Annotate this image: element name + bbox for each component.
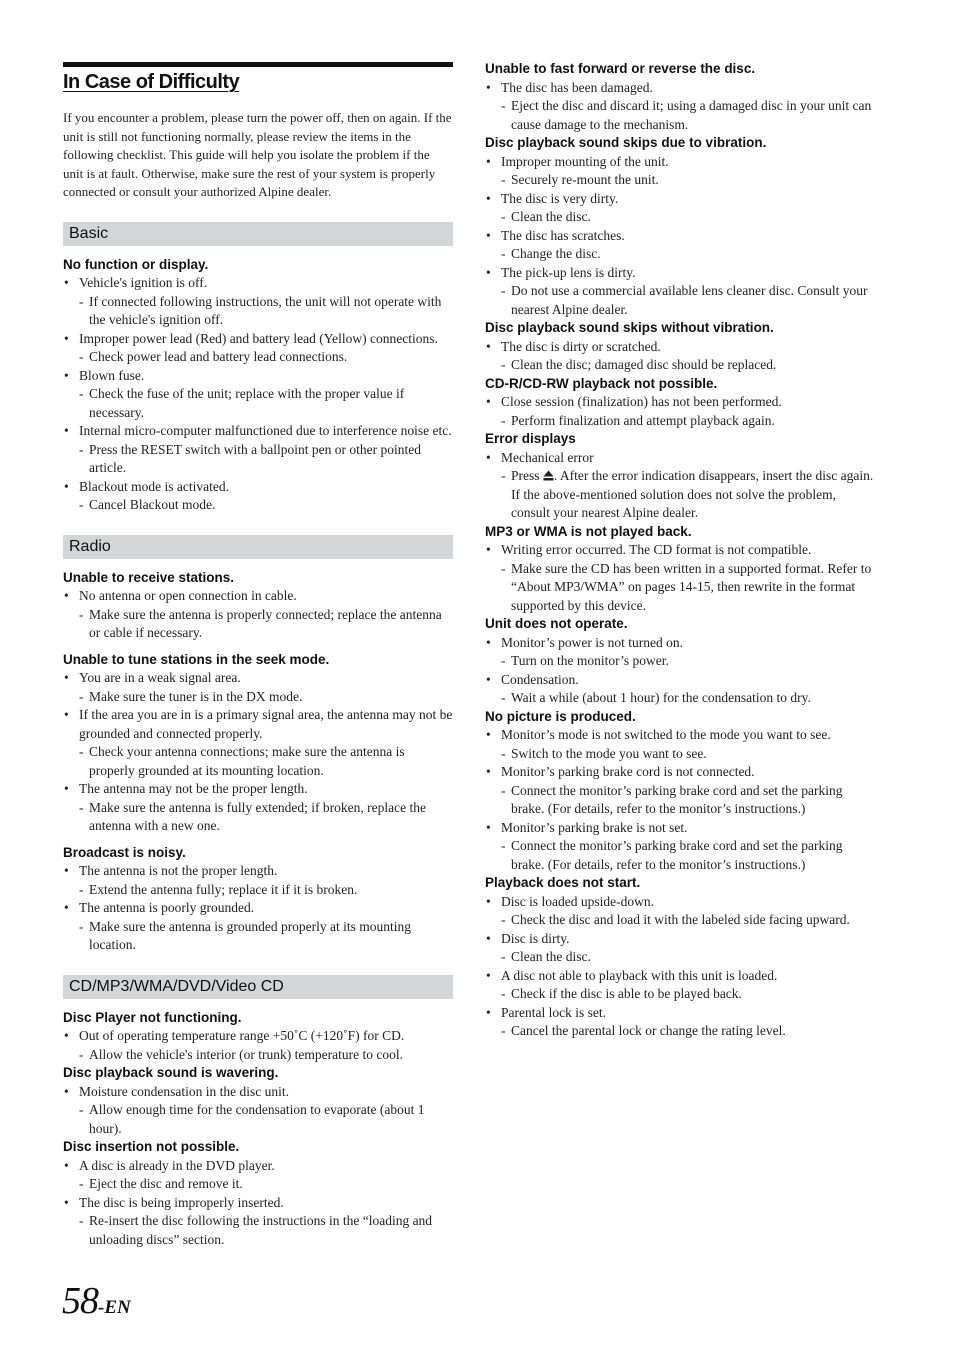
cause-item: • Blackout mode is activated.: [63, 478, 453, 497]
solution-item: - Securely re-mount the unit.: [485, 171, 877, 190]
cause-item: • A disc is already in the DVD player.: [63, 1157, 453, 1176]
solution-item: - Allow the vehicle's interior (or trunk) temperature to cool.: [63, 1046, 453, 1065]
issue-heading: Playback does not start.: [485, 875, 641, 890]
issue-heading: Unable to fast forward or reverse the disc.: [485, 61, 756, 76]
solution-item: - Check power lead and battery lead connections.: [63, 348, 453, 367]
issue-heading: No function or display.: [63, 256, 209, 272]
cause-item: • Monitor’s power is not turned on.: [485, 634, 877, 653]
issue-heading: Disc Player not functioning.: [63, 1009, 242, 1025]
page-number: [62, 1278, 131, 1324]
eject-icon: [543, 470, 554, 481]
cause-item: • The antenna may not be the proper length.: [63, 780, 453, 799]
solution-text: . After the error indication disappears, insert the disc again. If the above-mentioned solution does not solve the problem, consult your nearest Alpine dealer.: [511, 468, 874, 520]
cause-item: • The disc is dirty or scratched.: [485, 338, 877, 357]
issue-heading: No picture is produced.: [485, 708, 636, 724]
cause-item: • The disc has scratches.: [485, 227, 877, 246]
issue-list: [485, 393, 877, 430]
solution-item: - Allow enough time for the condensation to evaporate (about 1 hour).: [63, 1101, 453, 1138]
issue-list: [63, 1027, 453, 1064]
page-language-suffix: -EN: [98, 1297, 131, 1318]
issue-heading: MP3 or WMA is not played back.: [485, 523, 692, 539]
issue-heading: Disc playback sound skips due to vibration.: [485, 135, 767, 150]
solution-item: - Switch to the mode you want to see.: [485, 745, 877, 764]
solution-item: - Connect the monitor’s parking brake cord and set the parking brake. (For details, refer to the monitor’s instructions.): [485, 837, 877, 874]
solution-item: - Re-insert the disc following the instructions in the “loading and unloading discs” section.: [63, 1212, 453, 1249]
issue-list: [485, 449, 877, 523]
solution-item: - Eject the disc and discard it; using a damaged disc in your unit can cause damage to the mechanism.: [485, 97, 877, 134]
solution-item: - Make sure the antenna is fully extended; if broken, replace the antenna with a new one.: [63, 799, 453, 836]
issue-heading: Disc insertion not possible.: [63, 1139, 240, 1155]
cause-item: • The disc is being improperly inserted.: [63, 1194, 453, 1213]
cause-item: • Vehicle's ignition is off.: [63, 274, 453, 293]
solution-item: - Connect the monitor’s parking brake cord and set the parking brake. (For details, refer to the monitor’s instructions.): [485, 782, 877, 819]
section-header-radio: Radio: [63, 535, 453, 559]
issue-list: [485, 726, 877, 874]
solution-item: - Turn on the monitor’s power.: [485, 652, 877, 671]
cause-item: • Improper mounting of the unit.: [485, 153, 877, 172]
cause-item: • The disc has been damaged.: [485, 79, 877, 98]
solution-item: - Check if the disc is able to be played back.: [485, 985, 877, 1004]
issue-heading: Unable to receive stations.: [63, 569, 235, 585]
solution-item: - If connected following instructions, the unit will not operate with the vehicle's ignition off.: [63, 293, 453, 330]
solution-item: - Clean the disc.: [485, 208, 877, 227]
issue-list: [63, 1157, 453, 1250]
issue-list: [485, 338, 877, 375]
page-number-value: 58: [62, 1280, 98, 1322]
solution-text: Press: [511, 468, 543, 483]
cause-item: • The pick-up lens is dirty.: [485, 264, 877, 283]
solution-item: - Make sure the antenna is properly connected; replace the antenna or cable if necessary.: [63, 606, 453, 643]
cause-item: • Monitor’s parking brake cord is not connected.: [485, 763, 877, 782]
issue-heading: Unit does not operate.: [485, 616, 628, 631]
cause-item: • Condensation.: [485, 671, 877, 690]
cause-item: • No antenna or open connection in cable.: [63, 587, 453, 606]
solution-item: - Check the fuse of the unit; replace with the proper value if necessary.: [63, 385, 453, 422]
solution-item: - Check your antenna connections; make sure the antenna is properly grounded at its mounting location.: [63, 743, 453, 780]
solution-item: - Make sure the CD has been written in a supported format. Refer to “About MP3/WMA” on pages 14-15, then rewrite in the format supported by this device.: [485, 560, 877, 616]
solution-item: - Perform finalization and attempt playback again.: [485, 412, 877, 431]
cause-item: • Writing error occurred. The CD format is not compatible.: [485, 541, 877, 560]
cause-item: • Moisture condensation in the disc unit.: [63, 1083, 453, 1102]
issue-list: [63, 669, 453, 836]
issue-heading: Error displays: [485, 431, 576, 446]
issue-list: [63, 274, 453, 515]
solution-item: [485, 467, 877, 523]
cause-item: • A disc not able to playback with this unit is loaded.: [485, 967, 877, 986]
issue-heading: Unable to tune stations in the seek mode.: [63, 651, 330, 667]
solution-item: - Eject the disc and remove it.: [63, 1175, 453, 1194]
cause-item: • Out of operating temperature range +50˚C (+120˚F) for CD.: [63, 1027, 453, 1046]
issue-list: [63, 1083, 453, 1139]
solution-item: - Change the disc.: [485, 245, 877, 264]
cause-item: • Close session (finalization) has not been performed.: [485, 393, 877, 412]
issue-heading: CD-R/CD-RW playback not possible.: [485, 375, 718, 391]
title-bar: [63, 62, 453, 94]
issue-list: [485, 79, 877, 135]
issue-heading: Disc playback sound is wavering.: [63, 1065, 279, 1081]
page-title: In Case of Difficulty: [63, 71, 240, 93]
right-column: [485, 60, 877, 1041]
issue-heading: Disc playback sound skips without vibration.: [485, 320, 774, 335]
issue-list: [63, 862, 453, 955]
cause-item: • Blown fuse.: [63, 367, 453, 386]
cause-item: • The disc is very dirty.: [485, 190, 877, 209]
cause-item: • Monitor’s mode is not switched to the mode you want to see.: [485, 726, 877, 745]
solution-item: - Press the RESET switch with a ballpoint pen or other pointed article.: [63, 441, 453, 478]
cause-item: • Improper power lead (Red) and battery lead (Yellow) connections.: [63, 330, 453, 349]
cause-item: • Disc is dirty.: [485, 930, 877, 949]
left-column: [63, 0, 453, 1249]
issue-list: [485, 153, 877, 320]
cause-item: • If the area you are in is a primary signal area, the antenna may not be grounded and connected properly.: [63, 706, 453, 743]
solution-item: - Extend the antenna fully; replace it if it is broken.: [63, 881, 453, 900]
solution-item: - Wait a while (about 1 hour) for the condensation to dry.: [485, 689, 877, 708]
solution-item: - Clean the disc; damaged disc should be replaced.: [485, 356, 877, 375]
section-header-cd: CD/MP3/WMA/DVD/Video CD: [63, 975, 453, 999]
cause-item: • Parental lock is set.: [485, 1004, 877, 1023]
cause-item: • Internal micro-computer malfunctioned due to interference noise etc.: [63, 422, 453, 441]
solution-item: - Make sure the tuner is in the DX mode.: [63, 688, 453, 707]
issue-list: [485, 541, 877, 615]
solution-item: - Cancel the parental lock or change the rating level.: [485, 1022, 877, 1041]
solution-item: - Clean the disc.: [485, 948, 877, 967]
issue-list: [485, 893, 877, 1041]
issue-list: [63, 587, 453, 643]
issue-heading: Broadcast is noisy.: [63, 844, 186, 860]
cause-item: • Mechanical error: [485, 449, 877, 468]
cause-item: • You are in a weak signal area.: [63, 669, 453, 688]
section-header-basic: Basic: [63, 222, 453, 246]
intro-paragraph: If you encounter a problem, please turn the power off, then on again. If the unit is still not functioning normally, please review the items in the following checklist. This guide will help you isolate the problem if the unit is at fault. Otherwise, make sure the rest of your system is properly connected or consult your authorized Alpine dealer.: [63, 110, 452, 200]
solution-item: - Make sure the antenna is grounded properly at its mounting location.: [63, 918, 453, 955]
solution-item: - Do not use a commercial available lens cleaner disc. Consult your nearest Alpine dealer.: [485, 282, 877, 319]
cause-item: • Disc is loaded upside-down.: [485, 893, 877, 912]
solution-item: - Check the disc and load it with the labeled side facing upward.: [485, 911, 877, 930]
cause-item: • The antenna is not the proper length.: [63, 862, 453, 881]
issue-list: [485, 634, 877, 708]
cause-item: • The antenna is poorly grounded.: [63, 899, 453, 918]
cause-item: • Monitor’s parking brake is not set.: [485, 819, 877, 838]
solution-item: - Cancel Blackout mode.: [63, 496, 453, 515]
